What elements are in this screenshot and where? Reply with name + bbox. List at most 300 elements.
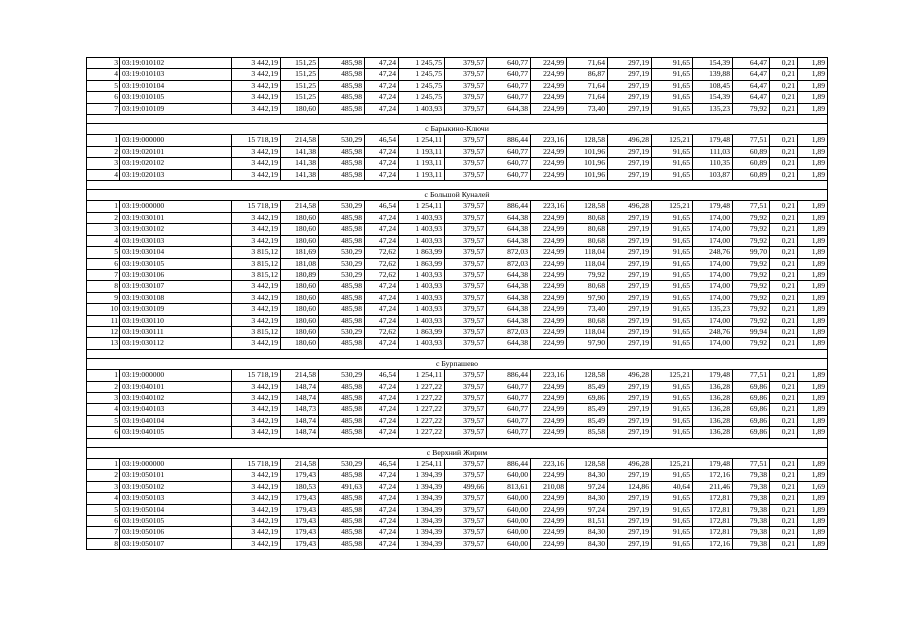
value-cell: 886,44 xyxy=(487,370,531,381)
row-number-cell: 4 xyxy=(87,169,120,180)
value-cell: 3 442,19 xyxy=(232,69,281,80)
value-cell: 180,60 xyxy=(281,292,319,303)
value-cell: 79,38 xyxy=(733,527,770,538)
value-cell: 485,98 xyxy=(319,158,365,169)
value-cell: 3 442,19 xyxy=(232,146,281,157)
value-cell: 136,28 xyxy=(693,404,733,415)
row-number-cell: 11 xyxy=(87,315,120,326)
section-header-row xyxy=(87,447,828,458)
value-cell: 1,89 xyxy=(798,338,828,349)
value-cell: 485,98 xyxy=(319,381,365,392)
cadastral-code-cell: 03:19:000000 xyxy=(120,459,232,470)
value-cell: 180,60 xyxy=(281,338,319,349)
value-cell: 91,65 xyxy=(652,212,693,223)
value-cell: 0,21 xyxy=(770,281,798,292)
value-cell: 224,99 xyxy=(531,169,567,180)
value-cell: 69,86 xyxy=(733,381,770,392)
value-cell: 0,21 xyxy=(770,58,798,69)
value-cell: 1 245,75 xyxy=(399,80,445,91)
value-cell: 118,04 xyxy=(567,326,608,337)
value-cell: 496,28 xyxy=(608,370,652,381)
value-cell: 1 254,11 xyxy=(399,135,445,146)
cadastral-code-cell: 03:19:040105 xyxy=(120,427,232,438)
value-cell: 0,21 xyxy=(770,169,798,180)
value-cell: 644,38 xyxy=(487,315,531,326)
value-cell: 379,57 xyxy=(445,292,487,303)
value-cell: 379,57 xyxy=(445,427,487,438)
value-cell: 224,99 xyxy=(531,158,567,169)
cadastral-code-cell: 03:19:010103 xyxy=(120,69,232,80)
value-cell: 1 394,39 xyxy=(399,481,445,492)
value-cell: 224,99 xyxy=(531,427,567,438)
value-cell: 118,04 xyxy=(567,258,608,269)
cadastral-code-cell: 03:19:000000 xyxy=(120,370,232,381)
value-cell: 47,24 xyxy=(365,527,399,538)
cadastral-code-cell: 03:19:050107 xyxy=(120,538,232,549)
value-cell: 174,00 xyxy=(693,258,733,269)
value-cell: 128,58 xyxy=(567,135,608,146)
value-cell: 91,65 xyxy=(652,527,693,538)
value-cell: 0,21 xyxy=(770,538,798,549)
value-cell: 1,89 xyxy=(798,58,828,69)
value-cell: 47,24 xyxy=(365,158,399,169)
value-cell: 79,92 xyxy=(733,258,770,269)
value-cell: 886,44 xyxy=(487,459,531,470)
section-title: с Большой Куналей xyxy=(87,190,828,201)
value-cell: 1,89 xyxy=(798,459,828,470)
value-cell: 297,19 xyxy=(608,212,652,223)
value-cell: 485,98 xyxy=(319,504,365,515)
table-row xyxy=(87,146,828,157)
value-cell: 47,24 xyxy=(365,235,399,246)
value-cell: 118,04 xyxy=(567,247,608,258)
value-cell: 0,21 xyxy=(770,404,798,415)
value-cell: 3 442,19 xyxy=(232,235,281,246)
value-cell: 379,57 xyxy=(445,146,487,157)
value-cell: 640,77 xyxy=(487,158,531,169)
value-cell: 530,29 xyxy=(319,247,365,258)
value-cell: 72,62 xyxy=(365,269,399,280)
cadastral-code-cell: 03:19:050104 xyxy=(120,504,232,515)
value-cell: 0,21 xyxy=(770,80,798,91)
table-row xyxy=(87,427,828,438)
value-cell: 1,69 xyxy=(798,481,828,492)
value-cell: 91,65 xyxy=(652,258,693,269)
row-number-cell: 3 xyxy=(87,58,120,69)
value-cell: 297,19 xyxy=(608,269,652,280)
value-cell: 224,99 xyxy=(531,392,567,403)
value-cell: 124,86 xyxy=(608,481,652,492)
row-number-cell: 2 xyxy=(87,212,120,223)
row-number-cell: 4 xyxy=(87,404,120,415)
value-cell: 379,57 xyxy=(445,470,487,481)
value-cell: 1 403,93 xyxy=(399,315,445,326)
value-cell: 79,92 xyxy=(733,281,770,292)
value-cell: 0,21 xyxy=(770,201,798,212)
value-cell: 15 718,19 xyxy=(232,201,281,212)
value-cell: 148,74 xyxy=(281,415,319,426)
table-body xyxy=(87,58,828,550)
value-cell: 0,21 xyxy=(770,92,798,103)
value-cell: 640,00 xyxy=(487,527,531,538)
value-cell: 379,57 xyxy=(445,538,487,549)
row-number-cell: 9 xyxy=(87,292,120,303)
value-cell: 1 245,75 xyxy=(399,92,445,103)
value-cell: 379,57 xyxy=(445,258,487,269)
row-number-cell: 5 xyxy=(87,247,120,258)
value-cell: 103,87 xyxy=(693,169,733,180)
value-cell: 1 394,39 xyxy=(399,504,445,515)
table-row xyxy=(87,481,828,492)
value-cell: 47,24 xyxy=(365,381,399,392)
value-cell: 179,48 xyxy=(693,201,733,212)
value-cell: 224,99 xyxy=(531,315,567,326)
value-cell: 644,38 xyxy=(487,269,531,280)
value-cell: 135,23 xyxy=(693,103,733,114)
value-cell: 151,25 xyxy=(281,58,319,69)
value-cell: 97,24 xyxy=(567,504,608,515)
cadastral-code-cell: 03:19:030106 xyxy=(120,269,232,280)
value-cell: 640,77 xyxy=(487,80,531,91)
value-cell: 496,28 xyxy=(608,201,652,212)
value-cell: 248,76 xyxy=(693,326,733,337)
value-cell: 3 442,19 xyxy=(232,493,281,504)
value-cell: 139,88 xyxy=(693,69,733,80)
value-cell: 485,98 xyxy=(319,315,365,326)
value-cell: 91,65 xyxy=(652,516,693,527)
value-cell: 297,19 xyxy=(608,247,652,258)
value-cell: 79,38 xyxy=(733,481,770,492)
value-cell: 91,65 xyxy=(652,427,693,438)
value-cell: 1,89 xyxy=(798,212,828,223)
value-cell: 640,00 xyxy=(487,493,531,504)
value-cell: 297,19 xyxy=(608,470,652,481)
value-cell: 91,65 xyxy=(652,315,693,326)
value-cell: 485,98 xyxy=(319,404,365,415)
value-cell: 1 394,39 xyxy=(399,493,445,504)
value-cell: 91,65 xyxy=(652,504,693,515)
table-row xyxy=(87,527,828,538)
value-cell: 179,43 xyxy=(281,504,319,515)
value-cell: 1,89 xyxy=(798,527,828,538)
value-cell: 379,57 xyxy=(445,392,487,403)
value-cell: 91,65 xyxy=(652,235,693,246)
value-cell: 1,89 xyxy=(798,493,828,504)
value-cell: 485,98 xyxy=(319,92,365,103)
value-cell: 224,99 xyxy=(531,326,567,337)
value-cell: 485,98 xyxy=(319,235,365,246)
value-cell: 91,65 xyxy=(652,103,693,114)
value-cell: 297,19 xyxy=(608,404,652,415)
value-cell: 151,25 xyxy=(281,92,319,103)
value-cell: 1,89 xyxy=(798,92,828,103)
cadastral-code-cell: 03:19:010105 xyxy=(120,92,232,103)
value-cell: 1 403,93 xyxy=(399,103,445,114)
value-cell: 3 442,19 xyxy=(232,80,281,91)
table-row xyxy=(87,459,828,470)
value-cell: 79,92 xyxy=(733,103,770,114)
value-cell: 69,86 xyxy=(567,392,608,403)
value-cell: 1,89 xyxy=(798,201,828,212)
value-cell: 0,21 xyxy=(770,69,798,80)
table-row xyxy=(87,269,828,280)
value-cell: 110,35 xyxy=(693,158,733,169)
value-cell: 1 193,11 xyxy=(399,158,445,169)
value-cell: 3 442,19 xyxy=(232,212,281,223)
value-cell: 3 815,12 xyxy=(232,247,281,258)
value-cell: 379,57 xyxy=(445,58,487,69)
value-cell: 15 718,19 xyxy=(232,370,281,381)
value-cell: 91,65 xyxy=(652,381,693,392)
cadastral-code-cell: 03:19:020101 xyxy=(120,146,232,157)
value-cell: 136,28 xyxy=(693,427,733,438)
table-row xyxy=(87,381,828,392)
value-cell: 91,65 xyxy=(652,269,693,280)
value-cell: 148,73 xyxy=(281,404,319,415)
value-cell: 47,24 xyxy=(365,58,399,69)
value-cell: 174,00 xyxy=(693,281,733,292)
value-cell: 379,57 xyxy=(445,315,487,326)
value-cell: 46,54 xyxy=(365,201,399,212)
value-cell: 485,98 xyxy=(319,304,365,315)
value-cell: 3 815,12 xyxy=(232,269,281,280)
value-cell: 644,38 xyxy=(487,212,531,223)
value-cell: 47,24 xyxy=(365,427,399,438)
value-cell: 297,19 xyxy=(608,258,652,269)
value-cell: 379,57 xyxy=(445,212,487,223)
value-cell: 47,24 xyxy=(365,169,399,180)
value-cell: 3 442,19 xyxy=(232,516,281,527)
value-cell: 496,28 xyxy=(608,459,652,470)
value-cell: 97,90 xyxy=(567,338,608,349)
table-row xyxy=(87,224,828,235)
value-cell: 644,38 xyxy=(487,304,531,315)
value-cell: 60,89 xyxy=(733,169,770,180)
value-cell: 91,65 xyxy=(652,80,693,91)
value-cell: 0,21 xyxy=(770,481,798,492)
value-cell: 1 403,93 xyxy=(399,235,445,246)
value-cell: 297,19 xyxy=(608,281,652,292)
value-cell: 174,00 xyxy=(693,235,733,246)
value-cell: 180,60 xyxy=(281,281,319,292)
value-cell: 1,89 xyxy=(798,158,828,169)
value-cell: 148,74 xyxy=(281,392,319,403)
value-cell: 148,74 xyxy=(281,427,319,438)
value-cell: 80,68 xyxy=(567,281,608,292)
row-number-cell: 7 xyxy=(87,103,120,114)
value-cell: 224,99 xyxy=(531,235,567,246)
row-number-cell: 1 xyxy=(87,135,120,146)
value-cell: 640,77 xyxy=(487,392,531,403)
table-row xyxy=(87,326,828,337)
value-cell: 0,21 xyxy=(770,392,798,403)
value-cell: 1,89 xyxy=(798,269,828,280)
table-row xyxy=(87,370,828,381)
value-cell: 1,89 xyxy=(798,103,828,114)
value-cell: 15 718,19 xyxy=(232,459,281,470)
value-cell: 224,99 xyxy=(531,381,567,392)
cadastral-code-cell: 03:19:010102 xyxy=(120,58,232,69)
table-row xyxy=(87,392,828,403)
value-cell: 224,99 xyxy=(531,103,567,114)
value-cell: 180,60 xyxy=(281,212,319,223)
section-title: с Барыкино-Ключи xyxy=(87,124,828,135)
value-cell: 47,24 xyxy=(365,281,399,292)
row-number-cell: 4 xyxy=(87,235,120,246)
value-cell: 485,98 xyxy=(319,538,365,549)
value-cell: 379,57 xyxy=(445,92,487,103)
data-table xyxy=(86,57,828,550)
table-row xyxy=(87,247,828,258)
value-cell: 224,99 xyxy=(531,281,567,292)
value-cell: 297,19 xyxy=(608,292,652,303)
value-cell: 1 863,99 xyxy=(399,247,445,258)
section-spacer-row xyxy=(87,181,828,190)
row-number-cell: 3 xyxy=(87,158,120,169)
table-row xyxy=(87,292,828,303)
value-cell: 91,65 xyxy=(652,247,693,258)
value-cell: 91,65 xyxy=(652,169,693,180)
value-cell: 485,98 xyxy=(319,470,365,481)
value-cell: 0,21 xyxy=(770,292,798,303)
value-cell: 79,92 xyxy=(733,235,770,246)
value-cell: 1 227,22 xyxy=(399,404,445,415)
cadastral-code-cell: 03:19:010104 xyxy=(120,80,232,91)
value-cell: 379,57 xyxy=(445,415,487,426)
value-cell: 180,60 xyxy=(281,103,319,114)
value-cell: 1,89 xyxy=(798,258,828,269)
value-cell: 97,90 xyxy=(567,292,608,303)
value-cell: 46,54 xyxy=(365,370,399,381)
value-cell: 1,89 xyxy=(798,169,828,180)
value-cell: 297,19 xyxy=(608,392,652,403)
value-cell: 0,21 xyxy=(770,158,798,169)
table-row xyxy=(87,304,828,315)
value-cell: 379,57 xyxy=(445,381,487,392)
value-cell: 379,57 xyxy=(445,504,487,515)
value-cell: 379,57 xyxy=(445,493,487,504)
value-cell: 73,40 xyxy=(567,103,608,114)
value-cell: 1,89 xyxy=(798,80,828,91)
value-cell: 181,08 xyxy=(281,258,319,269)
cadastral-code-cell: 03:19:050105 xyxy=(120,516,232,527)
table-row xyxy=(87,315,828,326)
table-row xyxy=(87,258,828,269)
value-cell: 214,58 xyxy=(281,370,319,381)
value-cell: 640,00 xyxy=(487,516,531,527)
row-number-cell: 3 xyxy=(87,392,120,403)
cadastral-code-cell: 03:19:000000 xyxy=(120,201,232,212)
value-cell: 224,99 xyxy=(531,247,567,258)
value-cell: 3 442,19 xyxy=(232,158,281,169)
spacer-cell xyxy=(87,438,828,447)
value-cell: 179,43 xyxy=(281,470,319,481)
value-cell: 379,57 xyxy=(445,527,487,538)
value-cell: 3 442,19 xyxy=(232,224,281,235)
value-cell: 530,29 xyxy=(319,258,365,269)
value-cell: 0,21 xyxy=(770,258,798,269)
value-cell: 47,24 xyxy=(365,304,399,315)
value-cell: 0,21 xyxy=(770,146,798,157)
value-cell: 379,57 xyxy=(445,281,487,292)
value-cell: 485,98 xyxy=(319,224,365,235)
value-cell: 1,89 xyxy=(798,516,828,527)
value-cell: 1 403,93 xyxy=(399,292,445,303)
value-cell: 172,81 xyxy=(693,516,733,527)
value-cell: 79,38 xyxy=(733,493,770,504)
row-number-cell: 6 xyxy=(87,258,120,269)
row-number-cell: 12 xyxy=(87,326,120,337)
value-cell: 499,66 xyxy=(445,481,487,492)
value-cell: 379,57 xyxy=(445,516,487,527)
value-cell: 180,60 xyxy=(281,326,319,337)
value-cell: 47,24 xyxy=(365,493,399,504)
row-number-cell: 2 xyxy=(87,381,120,392)
value-cell: 69,86 xyxy=(733,392,770,403)
value-cell: 15 718,19 xyxy=(232,135,281,146)
value-cell: 179,48 xyxy=(693,370,733,381)
section-spacer-row xyxy=(87,438,828,447)
value-cell: 1,89 xyxy=(798,224,828,235)
value-cell: 644,38 xyxy=(487,281,531,292)
row-number-cell: 5 xyxy=(87,415,120,426)
value-cell: 530,29 xyxy=(319,269,365,280)
value-cell: 3 442,19 xyxy=(232,415,281,426)
value-cell: 136,28 xyxy=(693,415,733,426)
value-cell: 128,58 xyxy=(567,370,608,381)
value-cell: 84,30 xyxy=(567,470,608,481)
value-cell: 85,49 xyxy=(567,381,608,392)
value-cell: 69,86 xyxy=(733,427,770,438)
value-cell: 1,89 xyxy=(798,281,828,292)
value-cell: 64,47 xyxy=(733,80,770,91)
value-cell: 179,48 xyxy=(693,135,733,146)
value-cell: 0,21 xyxy=(770,527,798,538)
row-number-cell: 6 xyxy=(87,427,120,438)
row-number-cell: 10 xyxy=(87,304,120,315)
value-cell: 91,65 xyxy=(652,326,693,337)
value-cell: 47,24 xyxy=(365,212,399,223)
table-row xyxy=(87,516,828,527)
cadastral-code-cell: 03:19:050103 xyxy=(120,493,232,504)
value-cell: 224,99 xyxy=(531,493,567,504)
value-cell: 379,57 xyxy=(445,459,487,470)
value-cell: 0,21 xyxy=(770,470,798,481)
value-cell: 128,58 xyxy=(567,201,608,212)
value-cell: 85,49 xyxy=(567,404,608,415)
value-cell: 141,38 xyxy=(281,169,319,180)
value-cell: 1 863,99 xyxy=(399,258,445,269)
value-cell: 248,76 xyxy=(693,247,733,258)
value-cell: 640,00 xyxy=(487,470,531,481)
value-cell: 0,21 xyxy=(770,504,798,515)
value-cell: 84,30 xyxy=(567,527,608,538)
cadastral-code-cell: 03:19:030103 xyxy=(120,235,232,246)
value-cell: 297,19 xyxy=(608,235,652,246)
value-cell: 297,19 xyxy=(608,103,652,114)
value-cell: 40,64 xyxy=(652,481,693,492)
value-cell: 485,98 xyxy=(319,516,365,527)
value-cell: 80,68 xyxy=(567,212,608,223)
value-cell: 485,98 xyxy=(319,69,365,80)
value-cell: 180,60 xyxy=(281,235,319,246)
value-cell: 211,46 xyxy=(693,481,733,492)
spacer-cell xyxy=(87,115,828,124)
value-cell: 101,96 xyxy=(567,169,608,180)
value-cell: 99,94 xyxy=(733,326,770,337)
value-cell: 3 442,19 xyxy=(232,470,281,481)
value-cell: 0,21 xyxy=(770,235,798,246)
